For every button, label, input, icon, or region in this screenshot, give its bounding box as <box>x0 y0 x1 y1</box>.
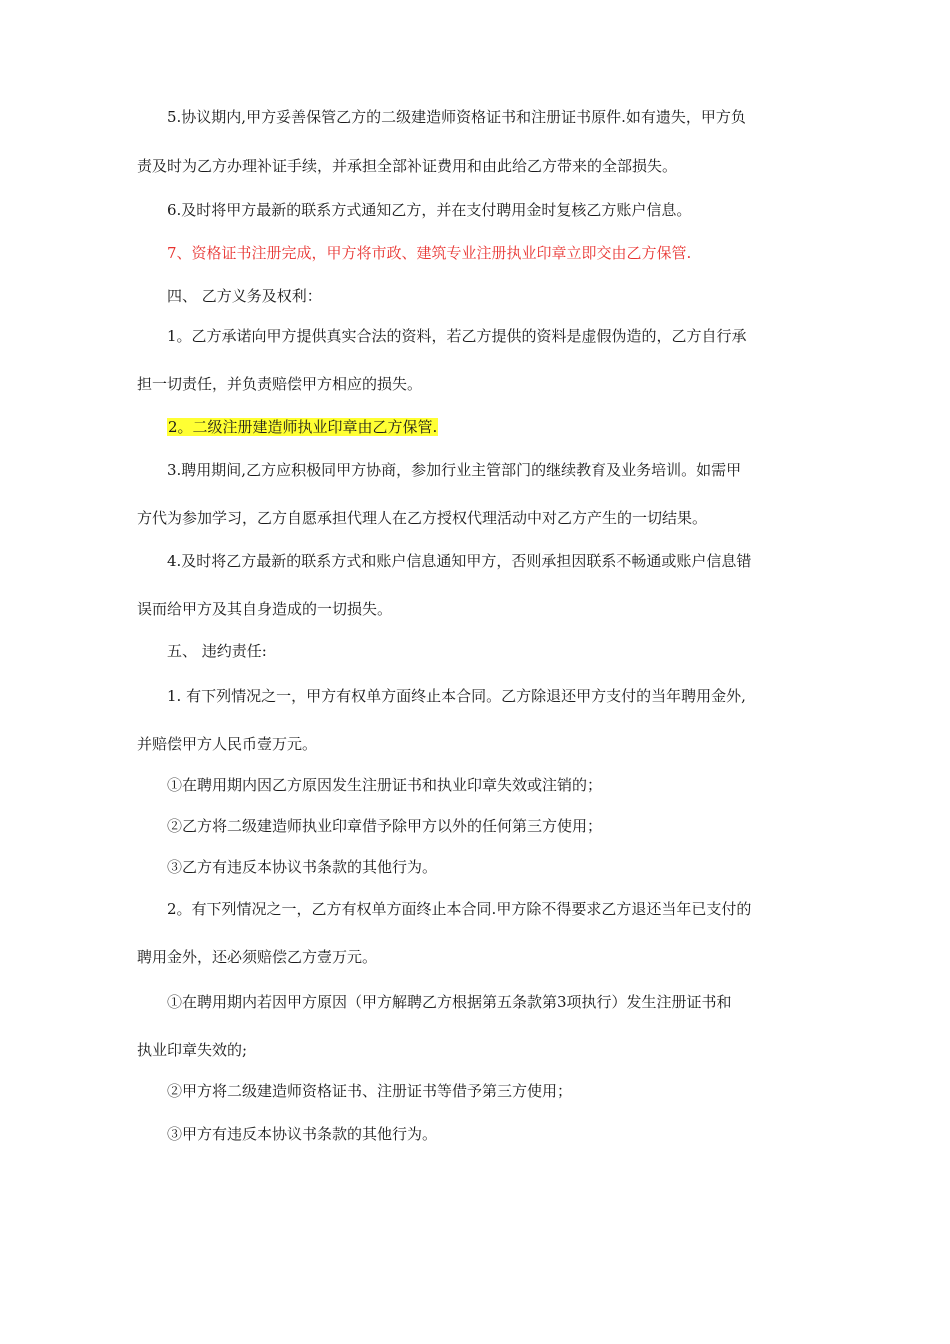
list-item: ②乙方将二级建造师执业印章借予除甲方以外的任何第三方使用； <box>167 817 603 835</box>
paragraph-line: 5.协议期内,甲方妥善保管乙方的二级建造师资格证书和注册证书原件.如有遗失，甲方负 <box>167 108 746 126</box>
list-item: ③乙方有违反本协议书条款的其他行为。 <box>167 858 438 876</box>
paragraph-line: 并赔偿甲方人民币壹万元。 <box>137 735 318 753</box>
list-item: ①在聘用期内因乙方原因发生注册证书和执业印章失效或注销的； <box>167 776 603 794</box>
section-heading: 五、 违约责任: <box>167 642 267 660</box>
paragraph-line: 4.及时将乙方最新的联系方式和账户信息通知甲方，否则承担因联系不畅通或账户信息错 <box>167 552 752 570</box>
paragraph-line: 2。有下列情况之一，乙方有权单方面终止本合同.甲方除不得要求乙方退还当年已支付的 <box>167 900 752 918</box>
paragraph-line: 3.聘用期间,乙方应积极同甲方协商，参加行业主管部门的继续教育及业务培训。如需甲 <box>167 461 742 479</box>
list-item: ①在聘用期内若因甲方原因（甲方解聘乙方根据第五条款第3项执行）发生注册证书和 <box>167 993 732 1011</box>
paragraph-line: 担一切责任，并负责赔偿甲方相应的损失。 <box>137 375 423 393</box>
highlighted-text: 2。二级注册建造师执业印章由乙方保管. <box>168 418 438 436</box>
paragraph-line: 方代为参加学习，乙方自愿承担代理人在乙方授权代理活动中对乙方产生的一切结果。 <box>137 509 708 527</box>
paragraph-line: 6.及时将甲方最新的联系方式通知乙方，并在支付聘用金时复核乙方账户信息。 <box>167 201 692 219</box>
paragraph-line: 误而给甲方及其自身造成的一切损失。 <box>137 600 393 618</box>
paragraph-line: 聘用金外，还必须赔偿乙方壹万元。 <box>137 948 378 966</box>
list-item: 执业印章失效的; <box>137 1041 248 1059</box>
section-heading: 四、 乙方义务及权利： <box>167 287 322 305</box>
paragraph-line: 1. 有下列情况之一，甲方有权单方面终止本合同。乙方除退还甲方支付的当年聘用金外, <box>167 687 746 705</box>
list-item: ③甲方有违反本协议书条款的其他行为。 <box>167 1125 438 1143</box>
highlighted-line <box>167 416 438 438</box>
paragraph-line: 责及时为乙方办理补证手续，并承担全部补证费用和由此给乙方带来的全部损失。 <box>137 157 678 175</box>
list-item: ②甲方将二级建造师资格证书、注册证书等借予第三方使用； <box>167 1082 573 1100</box>
paragraph-line: 1。乙方承诺向甲方提供真实合法的资料，若乙方提供的资料是虚假伪造的，乙方自行承 <box>167 327 747 345</box>
red-paragraph-line: 7、资格证书注册完成，甲方将市政、建筑专业注册执业印章立即交由乙方保管. <box>167 244 692 262</box>
